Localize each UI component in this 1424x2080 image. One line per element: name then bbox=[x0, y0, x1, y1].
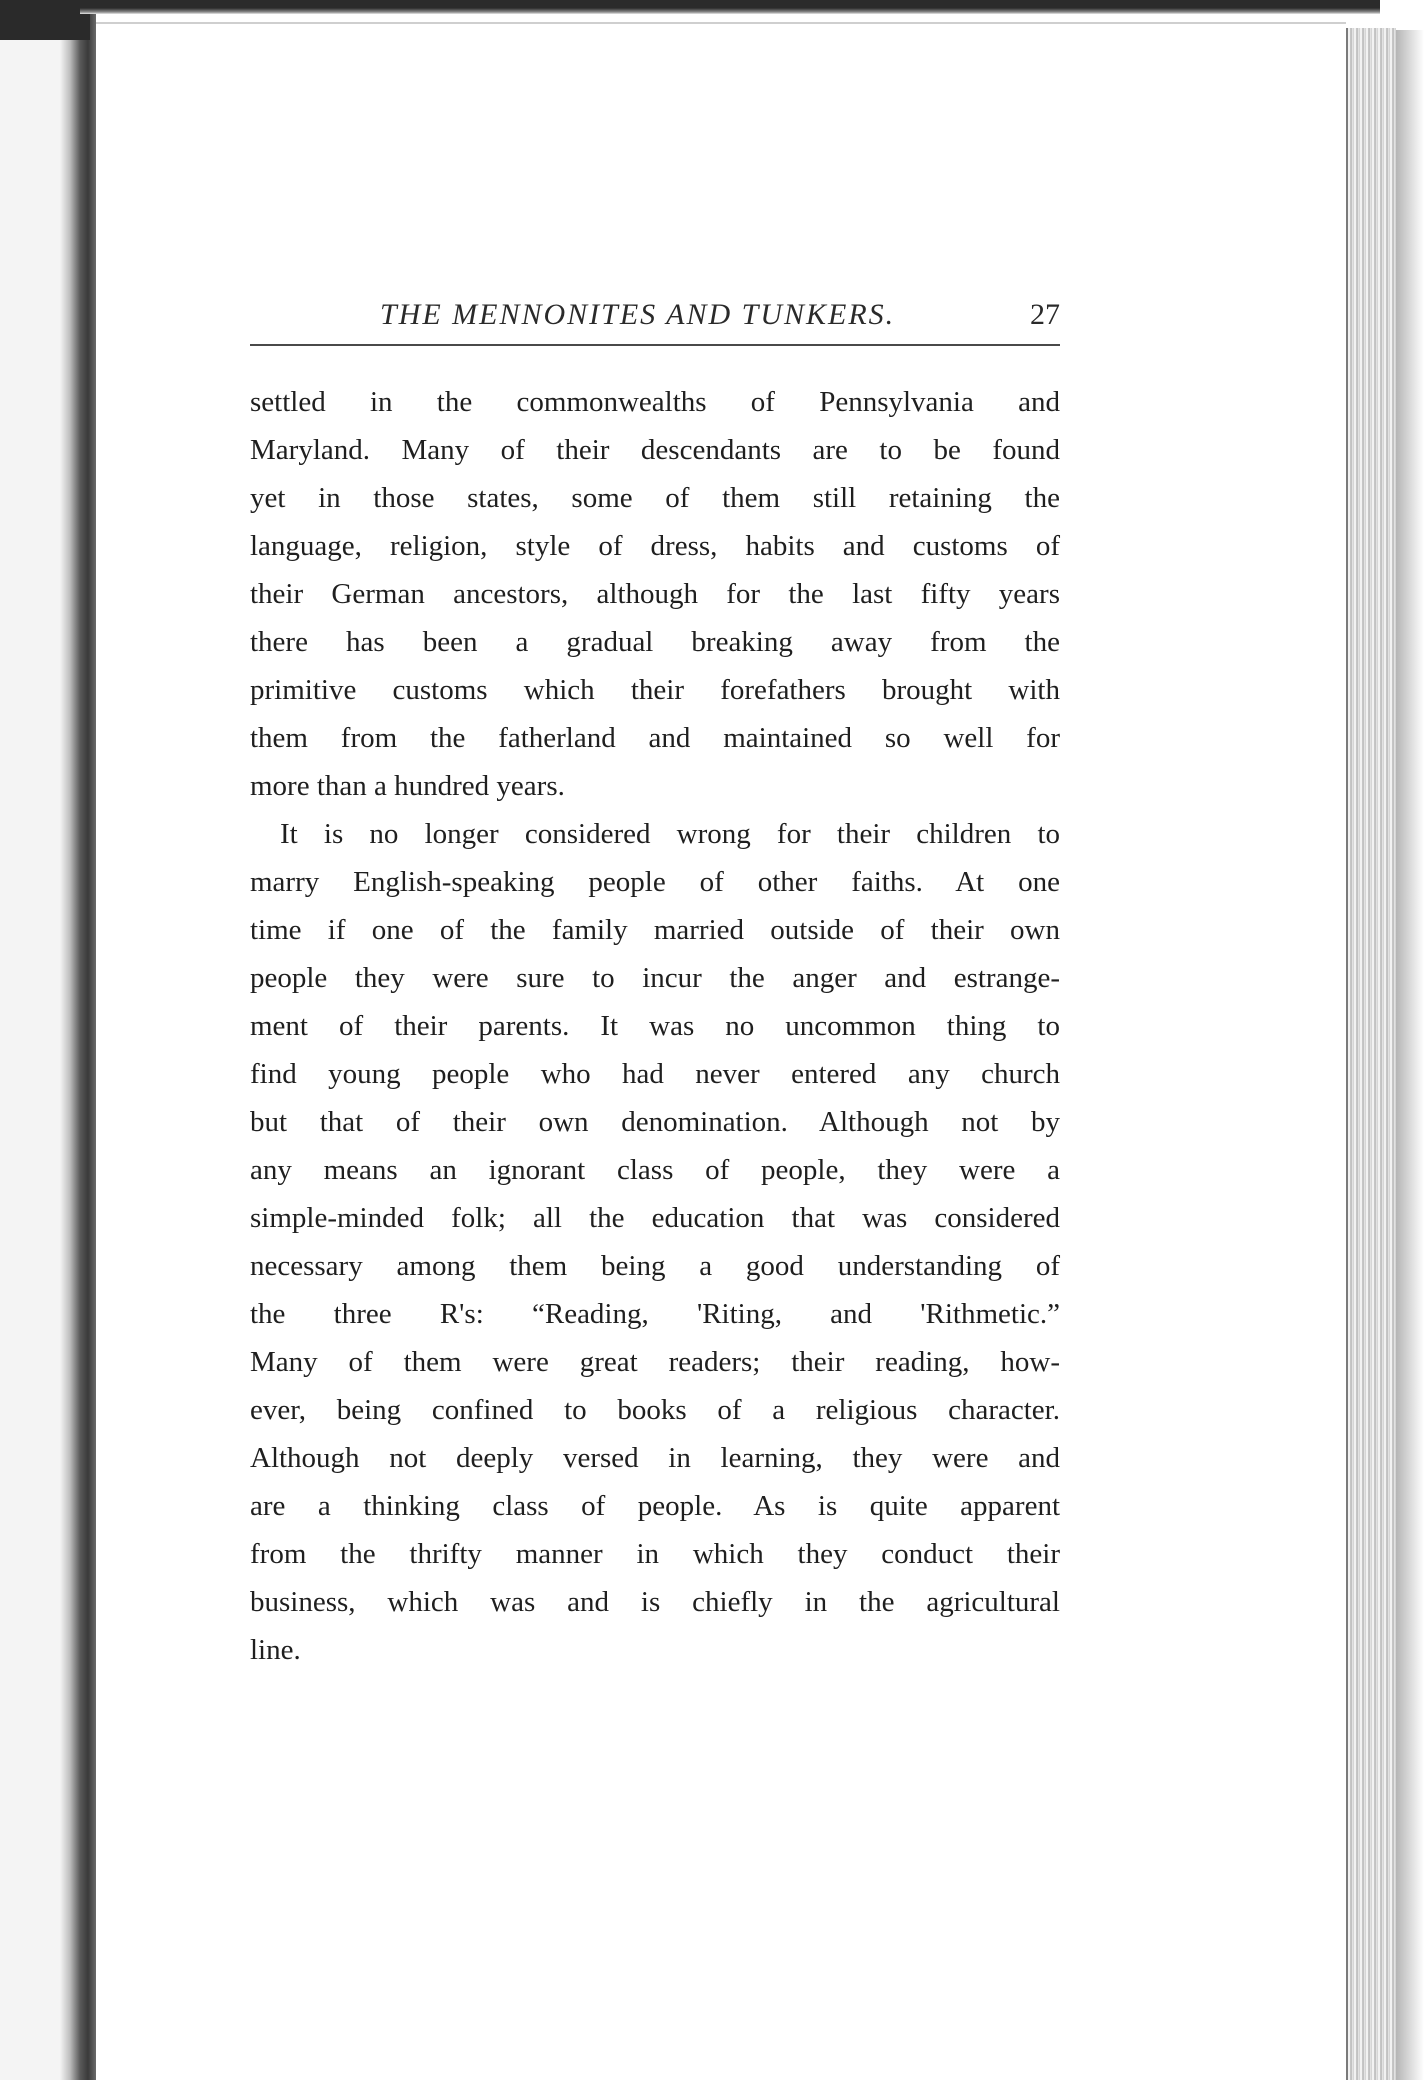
page-number: 27 bbox=[1030, 298, 1060, 331]
text-line: marry English-speaking people of other faiths. At one bbox=[250, 866, 1060, 898]
text-line: there has been a gradual breaking away from the bbox=[250, 626, 1060, 658]
header-rule bbox=[250, 344, 1060, 346]
text-line: from the thrifty manner in which they conduct their bbox=[250, 1538, 1060, 1570]
text-line: the three R's: “Reading, 'Riting, and 'Rithmetic.” bbox=[250, 1298, 1060, 1330]
running-title: THE MENNONITES AND TUNKERS. bbox=[380, 298, 896, 331]
text-line: people they were sure to incur the anger and estrange- bbox=[250, 962, 1060, 994]
top-page-edge bbox=[80, 0, 1380, 14]
text-line: line. bbox=[250, 1634, 301, 1666]
page-stack-shadow bbox=[1394, 30, 1424, 2080]
page-stack-edge bbox=[1346, 28, 1396, 2080]
text-line: them from the fatherland and maintained so well for bbox=[250, 722, 1060, 754]
text-line: Many of them were great readers; their reading, how- bbox=[250, 1346, 1060, 1378]
text-line: It is no longer considered wrong for their children to bbox=[280, 818, 1060, 850]
text-line: language, religion, style of dress, habits and customs of bbox=[250, 530, 1060, 562]
running-head bbox=[250, 290, 1060, 350]
text-line: Maryland. Many of their descendants are to be found bbox=[250, 434, 1060, 466]
body-text bbox=[250, 378, 1060, 1674]
paragraph-1 bbox=[250, 378, 1060, 810]
text-line: primitive customs which their forefathers brought with bbox=[250, 674, 1060, 706]
binding-shadow bbox=[0, 0, 90, 40]
text-line: simple-minded folk; all the education that was considered bbox=[250, 1202, 1060, 1234]
text-line: business, which was and is chiefly in the agricultural bbox=[250, 1586, 1060, 1618]
text-line: time if one of the family married outside of their own bbox=[250, 914, 1060, 946]
text-line: are a thinking class of people. As is quite apparent bbox=[250, 1490, 1060, 1522]
text-line: any means an ignorant class of people, they were a bbox=[250, 1154, 1060, 1186]
paragraph-2 bbox=[250, 810, 1060, 1674]
text-line: yet in those states, some of them still retaining the bbox=[250, 482, 1060, 514]
text-line: more than a hundred years. bbox=[250, 770, 565, 802]
text-line: settled in the commonwealths of Pennsylvania and bbox=[250, 386, 1060, 418]
text-line: Although not deeply versed in learning, they were and bbox=[250, 1442, 1060, 1474]
text-line: find young people who had never entered any church bbox=[250, 1058, 1060, 1090]
book-binding bbox=[0, 0, 96, 2080]
text-line: but that of their own denomination. Although not by bbox=[250, 1106, 1060, 1138]
text-line: their German ancestors, although for the last fifty years bbox=[250, 578, 1060, 610]
text-line: ever, being confined to books of a religious character. bbox=[250, 1394, 1060, 1426]
text-line: ment of their parents. It was no uncommon thing to bbox=[250, 1010, 1060, 1042]
text-line: necessary among them being a good understanding of bbox=[250, 1250, 1060, 1282]
